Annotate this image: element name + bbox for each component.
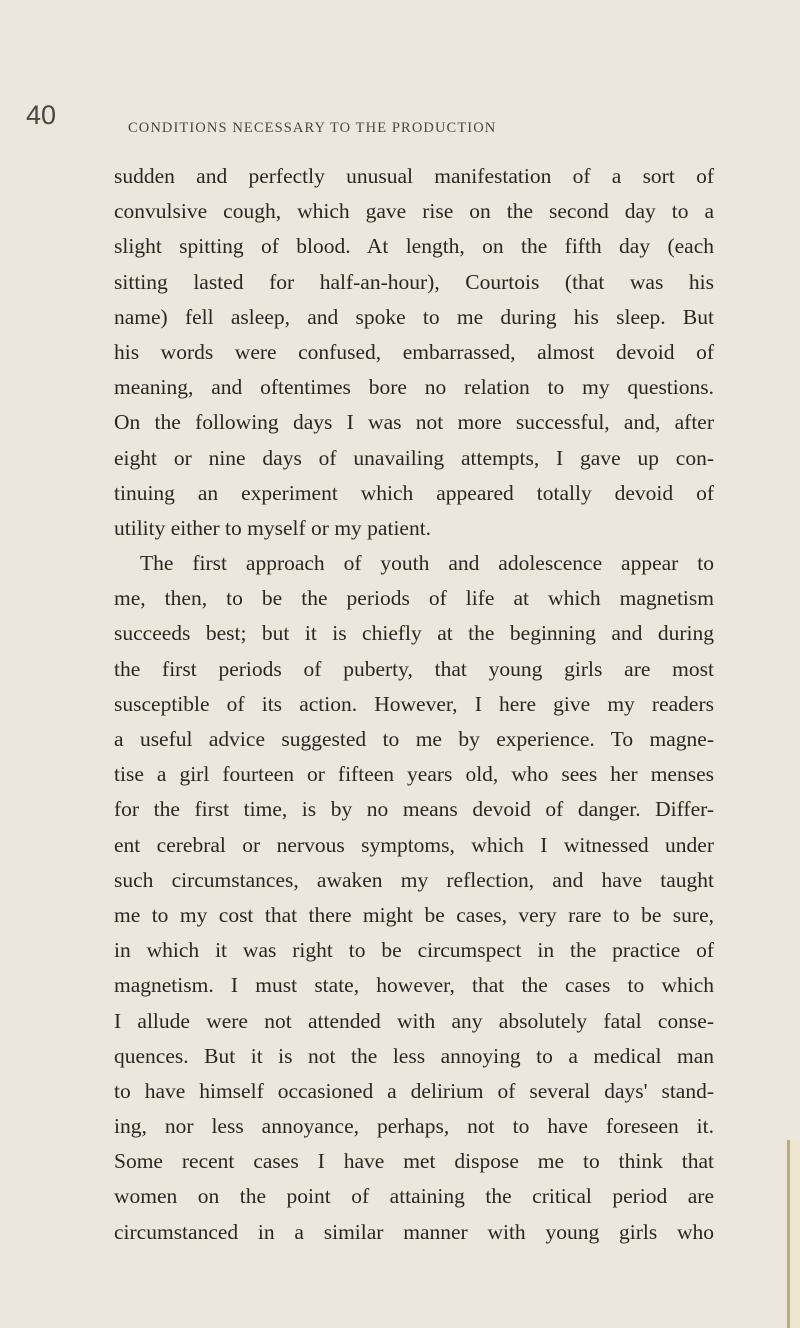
page-edge — [787, 1140, 800, 1328]
text-line: utility either to myself or my patient. — [114, 515, 432, 540]
text-line: me to my cost that there might be cases, very rare to be sure, — [114, 902, 714, 927]
text-line: tinuing an experiment which appeared totally devoid of — [114, 480, 714, 505]
text-line: tise a girl fourteen or fifteen years old, who sees her menses — [114, 762, 714, 787]
text-line: women on the point of attaining the critical period are — [114, 1184, 714, 1209]
text-line: convulsive cough, which gave rise on the second day to a — [114, 199, 714, 224]
text-line: On the following days I was not more successful, and, after — [114, 410, 714, 435]
text-line: magnetism. I must state, however, that the cases to which — [114, 973, 714, 998]
text-line: succeeds best; but it is chiefly at the beginning and during — [114, 621, 714, 646]
text-line: name) fell asleep, and spoke to me during his sleep. But — [114, 304, 714, 329]
text-line: eight or nine days of unavailing attempts, I gave up con- — [114, 445, 714, 470]
body-text — [114, 159, 714, 1250]
text-line: the first periods of puberty, that young girls are most — [114, 656, 714, 681]
text-line: I allude were not attended with any absolutely fatal conse- — [114, 1008, 714, 1033]
text-line: Some recent cases I have met dispose me to think that — [114, 1149, 714, 1174]
text-line: such circumstances, awaken my reflection, and have taught — [114, 867, 714, 892]
text-line: ing, nor less annoyance, perhaps, not to have foreseen it. — [114, 1114, 714, 1139]
text-line: circumstanced in a similar manner with young girls who — [114, 1219, 714, 1244]
text-line: quences. But it is not the less annoying to a medical man — [114, 1043, 714, 1068]
text-line: The first approach of youth and adolescence appear to — [140, 551, 714, 576]
text-line: to have himself occasioned a delirium of several days' stand- — [114, 1078, 714, 1103]
text-line: for the first time, is by no means devoid of danger. Differ- — [114, 797, 714, 822]
text-line: a useful advice suggested to me by experience. To magne- — [114, 727, 714, 751]
text-line: meaning, and oftentimes bore no relation to my questions. — [114, 375, 714, 400]
text-line: his words were confused, embarrassed, almost devoid of — [114, 339, 714, 364]
page-number: 40 — [26, 100, 57, 130]
text-line: susceptible of its action. However, I here give my readers — [114, 691, 714, 716]
running-head: CONDITIONS NECESSARY TO THE PRODUCTION — [128, 120, 497, 136]
text-line: ent cerebral or nervous symptoms, which I witnessed under — [114, 832, 714, 857]
text-line: sitting lasted for half-an-hour), Courtois (that was his — [114, 269, 714, 294]
text-line: me, then, to be the periods of life at which magnetism — [114, 586, 714, 611]
text-line: slight spitting of blood. At length, on the fifth day (each — [114, 234, 714, 259]
text-line: sudden and perfectly unusual manifestation of a sort of — [114, 164, 714, 188]
text-line: in which it was right to be circumspect in the practice of — [114, 938, 714, 963]
